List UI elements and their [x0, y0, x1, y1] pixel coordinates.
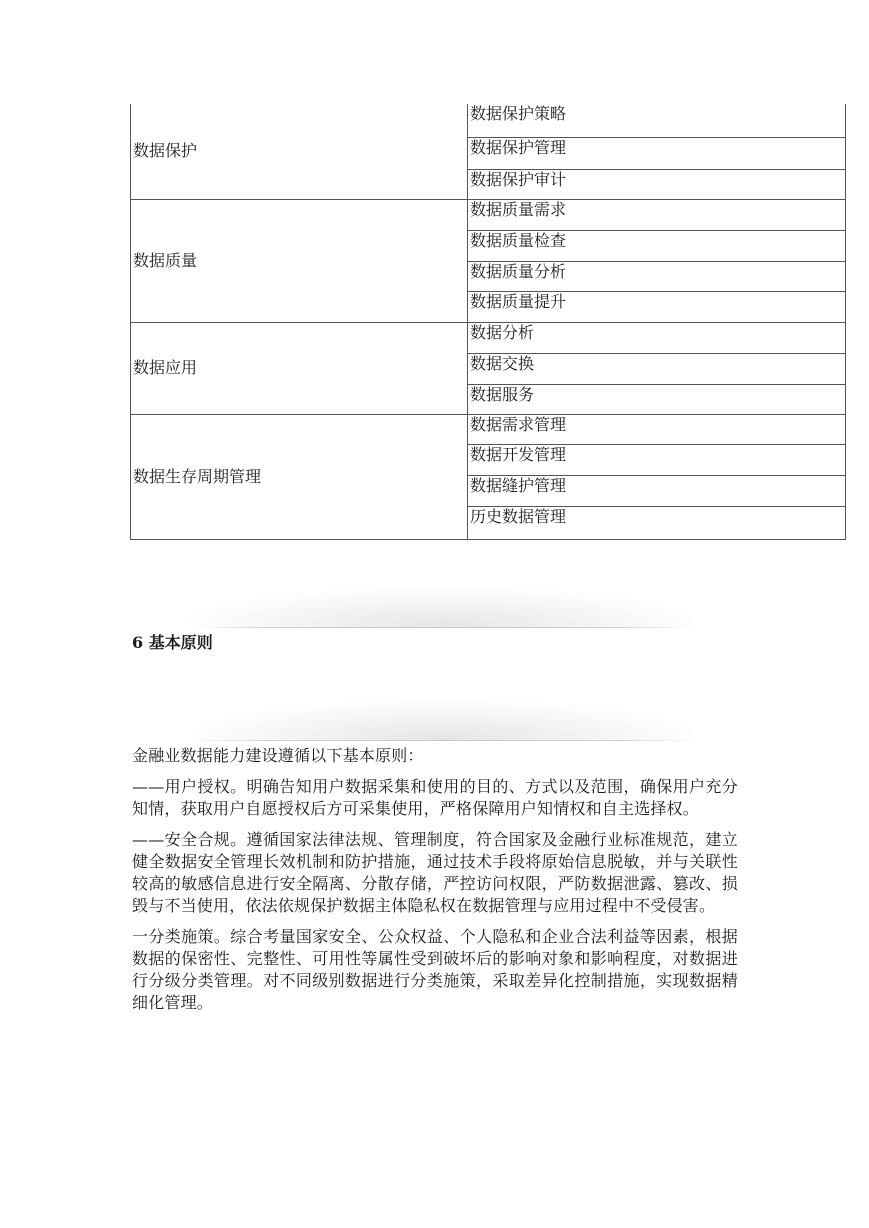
table-row: [131, 104, 846, 137]
item-cell: 数据质量检查: [468, 230, 846, 261]
page-break-line: [190, 740, 695, 741]
section-heading: 6 基本原则: [132, 633, 213, 652]
page-break-shadow: [190, 700, 695, 740]
item-cell: 数据服务: [468, 384, 846, 414]
item-cell: 数据保护审计: [468, 169, 846, 199]
principle-paragraph: ——安全合规。遵循国家法律法规、管理制度，符合国家及金融行业标准规范，建立健全数据安全管理长效机制和防护措施，通过技术手段将原始信息脱敏，并与关联性较高的敏感信息进行安全隔离、分散存储，严控访问权限，严防数据泄露、篡改、损毁与不当使用，依法依规保护数据主体隐私权在数据管理与应用过程中不受侵害。: [132, 830, 738, 915]
table-row: [131, 199, 846, 230]
table-row: [131, 414, 846, 444]
capability-table: [130, 104, 846, 540]
principles-body: [132, 745, 738, 1023]
item-cell: 数据保护管理: [468, 137, 846, 169]
capability-table-wrapper: [130, 104, 845, 540]
item-cell: 数据质量需求: [468, 199, 846, 230]
item-cell: 数据缝护管理: [468, 475, 846, 506]
item-cell: 数据交换: [468, 353, 846, 384]
principle-paragraph: 一分类施策。综合考量国家安全、公众权益、个人隐私和企业合法利益等因素，根据数据的保密性、完整性、可用性等属性受到破坏后的影响对象和影响程度，对数据进行分级分类管理。对不同级别数据进行分类施策，采取差异化控制措施，实现数据精细化管理。: [132, 927, 738, 1012]
item-cell: 数据保护策略: [468, 104, 846, 137]
item-cell: 数据开发管理: [468, 444, 846, 475]
item-cell: 数据质量提升: [468, 291, 846, 322]
table-row: [131, 322, 846, 353]
category-cell: 数据生存周期管理: [131, 414, 468, 539]
item-cell: 数据需求管理: [468, 414, 846, 444]
category-cell: 数据质量: [131, 199, 468, 322]
item-cell: 数据质量分析: [468, 261, 846, 291]
page-break-line: [190, 627, 695, 628]
item-cell: 历史数据管理: [468, 506, 846, 539]
page-break-shadow: [190, 587, 695, 627]
intro-paragraph: 金融业数据能力建设遵循以下基本原则：: [132, 746, 424, 765]
principle-paragraph: ——用户授权。明确告知用户数据采集和使用的目的、方式以及范围，确保用户充分知情，获取用户自愿授权后方可采集使用，严格保障用户知情权和自主选择权。: [132, 777, 738, 818]
category-cell: 数据保护: [131, 104, 468, 199]
item-cell: 数据分析: [468, 322, 846, 353]
category-cell: 数据应用: [131, 322, 468, 414]
